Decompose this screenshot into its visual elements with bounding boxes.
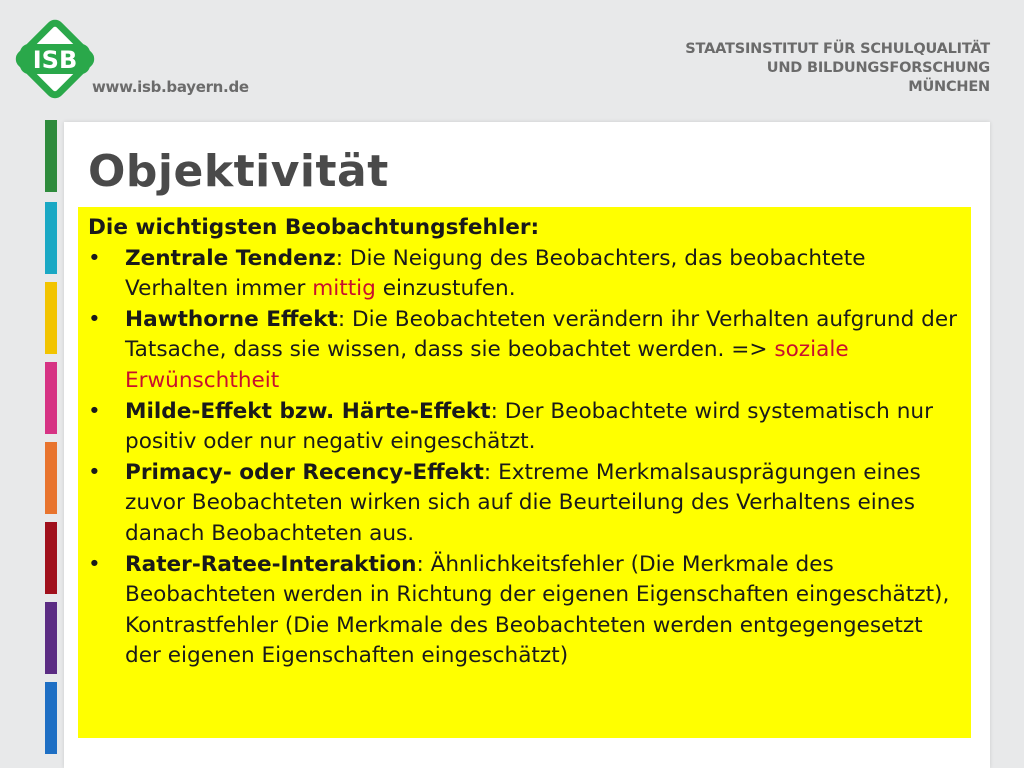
isb-logo[interactable]	[14, 18, 96, 100]
color-bar-strip	[45, 120, 57, 760]
list-item: • Zentrale Tendenz: Die Neigung des Beobachters, das beobachtete Verhalten immer mittig einzustufen.	[88, 245, 866, 302]
color-bar	[45, 362, 57, 434]
list-item: • Rater-Ratee-Interaktion: Ähnlichkeitsfehler (Die Merkmale des Beobachteten werden in Richtung der eigenen Eigenschaften eingeschätzt), Kontrastfehler (Die Merkmale des Beobachteten werden entgegengesetzt der eigenen Eigenschaften eingeschätzt)	[88, 551, 950, 669]
color-bar	[45, 442, 57, 514]
item-text: Ähnlichkeitsfehler (Die Merkmale des Beobachteten werden in Richtung der eigenen Eigenschaften eingeschätzt), Kontrastfehler (Die Merkmale des Beobachteten werden entgegengesetzt der eigenen Eigenschaften eingeschätzt)	[125, 551, 950, 669]
item-text: Extreme Merkmalsausprägungen eines zuvor Beobachteten wirken sich auf die Beurteilung des Verhaltens eines danach Beobachteten aus.	[125, 459, 921, 546]
highlight-box	[78, 207, 971, 738]
item-text: Der Beobachtete wird systematisch nur positiv oder nur negativ eingeschätzt.	[125, 398, 933, 455]
bullet-icon: •	[88, 459, 101, 485]
color-bar	[45, 282, 57, 354]
item-term: Rater-Ratee-Interaktion	[125, 551, 417, 577]
item-term: Milde-Effekt bzw. Härte-Effekt	[125, 398, 491, 424]
list-item: • Primacy- oder Recency-Effekt: Extreme Merkmalsausprägungen eines zuvor Beobachteten wirken sich auf die Beurteilung des Verhaltens eines danach Beobachteten aus.	[88, 459, 921, 546]
slide-title: Objektivität	[88, 146, 389, 197]
institute-name	[685, 40, 990, 97]
bullet-icon: •	[88, 551, 101, 577]
item-term: Primacy- oder Recency-Effekt	[125, 459, 484, 485]
list-heading: Die wichtigsten Beobachtungsfehler:	[88, 215, 540, 240]
color-bar	[45, 202, 57, 274]
item-text: Die Neigung des Beobachters, das beobachtete Verhalten immer	[125, 245, 866, 302]
bullet-icon: •	[88, 398, 101, 424]
bullet-icon: •	[88, 306, 101, 332]
color-bar	[45, 522, 57, 594]
institute-line-3: MÜNCHEN	[908, 79, 990, 95]
item-term: Hawthorne Effekt	[125, 306, 338, 332]
logo-text: ISB	[32, 46, 78, 74]
list-item: • Milde-Effekt bzw. Härte-Effekt: Der Beobachtete wird systematisch nur positiv oder nur negativ eingeschätzt.	[88, 398, 933, 455]
item-highlight: soziale Erwünschtheit	[125, 337, 849, 393]
item-term: Zentrale Tendenz	[125, 245, 336, 271]
header	[0, 0, 1024, 120]
website-link[interactable]: www.isb.bayern.de	[92, 78, 249, 96]
list-item: • Hawthorne Effekt: Die Beobachteten verändern ihr Verhalten aufgrund der Tatsache, dass sie wissen, dass sie beobachtet werden. => soziale Erwünschtheit	[88, 306, 958, 393]
color-bar	[45, 120, 57, 192]
error-list	[88, 244, 957, 672]
institute-line-1: STAATSINSTITUT FÜR SCHULQUALITÄT	[685, 41, 990, 57]
institute-line-2: UND BILDUNGSFORSCHUNG	[766, 60, 990, 76]
item-highlight: mittig	[312, 276, 376, 302]
slide-panel	[64, 122, 990, 768]
color-bar	[45, 682, 57, 754]
item-text: Die Beobachteten verändern ihr Verhalten aufgrund der Tatsache, dass sie wissen, dass sie beobachtet werden. =>	[125, 306, 958, 363]
bullet-icon: •	[88, 245, 101, 271]
color-bar	[45, 602, 57, 674]
